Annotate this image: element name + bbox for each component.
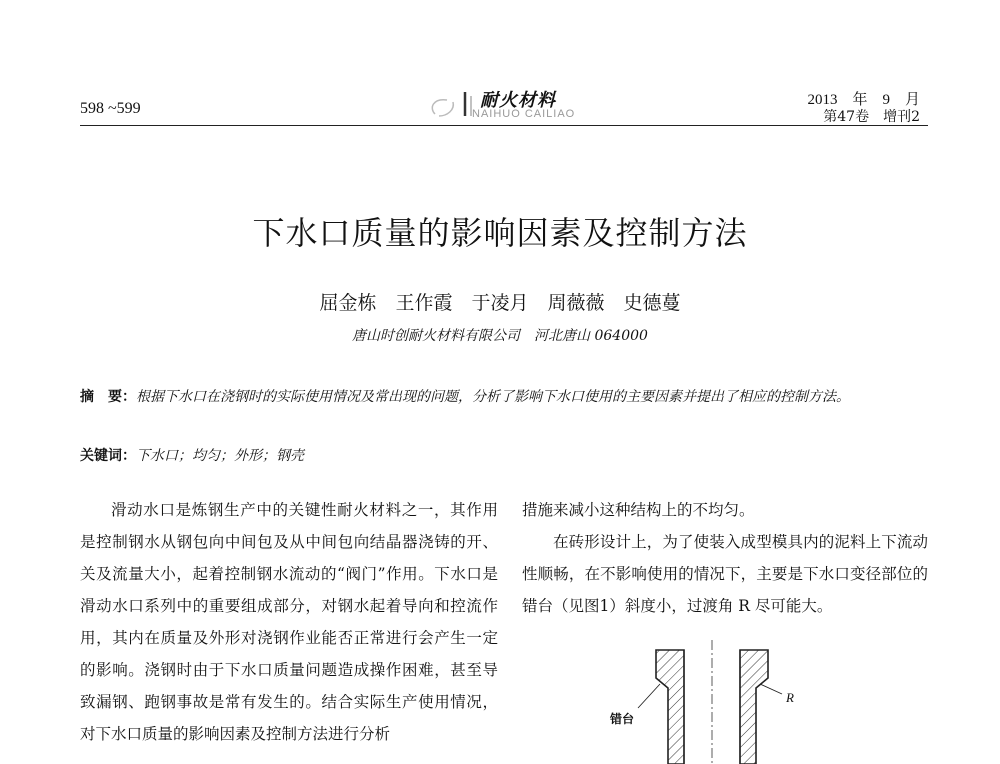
issue-volume: 第47卷 增刊2 [823, 109, 920, 125]
header-rule [80, 125, 928, 126]
body-paragraph: 滑动水口是炼钢生产中的关键性耐火材料之一，其作用是控制钢水从钢包向中间包及从中间包向结晶器浇铸的开、关及流量大小，起着控制钢水流动的“阀门”作用。下水口是滑动水口系列中的重要组成部分，对钢水起着导向和控流作用，其内在质量及外形对浇钢作业能否正常进行会产生一定的影响。浇钢时由于下水口质量问题造成操作困难，甚至导致漏钢、跑钢事故是常有发生的。结合实际生产使用情况，对下水口质量的影响因素及控制方法进行分析 [80, 501, 498, 743]
issue-date: 2013 年 9 月 [807, 92, 920, 108]
affiliation: 唐山时创耐火材料有限公司 河北唐山 064000 [352, 328, 648, 344]
body-column-right [522, 494, 928, 622]
keywords-text: 下水口；均匀；外形；钢壳 [136, 448, 304, 464]
journal-name-en: NAIHUO CAILIAO [472, 108, 576, 120]
figure-label-radius: R [786, 690, 794, 705]
body-paragraph: 措施来减小这种结构上的不均匀。 [522, 501, 755, 519]
abstract-text: 根据下水口在浇钢时的实际使用情况及常出现的问题，分析了影响下水口使用的主要因素并提出了相应的控制方法。 [136, 389, 850, 405]
abstract [80, 382, 928, 412]
page-range: 598 ~599 [80, 100, 141, 117]
keywords [80, 442, 928, 470]
body-paragraph: 在砖形设计上，为了使装入成型模具内的泥料上下流动性顺畅，在不影响使用的情况下，主要是下水口变径部位的错台（见图1）斜度小，过渡角 R 尽可能大。 [522, 533, 928, 615]
figure-label-step: 错台 [610, 712, 635, 726]
keywords-label: 关键词： [80, 448, 136, 464]
author-list: 屈金栋 王作霞 于凌月 周薇薇 史德蔓 [319, 292, 681, 314]
paper-title: 下水口质量的影响因素及控制方法 [252, 214, 748, 252]
journal-name-cn: 耐火材料 [480, 90, 556, 111]
body-column-left [80, 494, 498, 750]
abstract-label: 摘 要： [80, 389, 136, 405]
